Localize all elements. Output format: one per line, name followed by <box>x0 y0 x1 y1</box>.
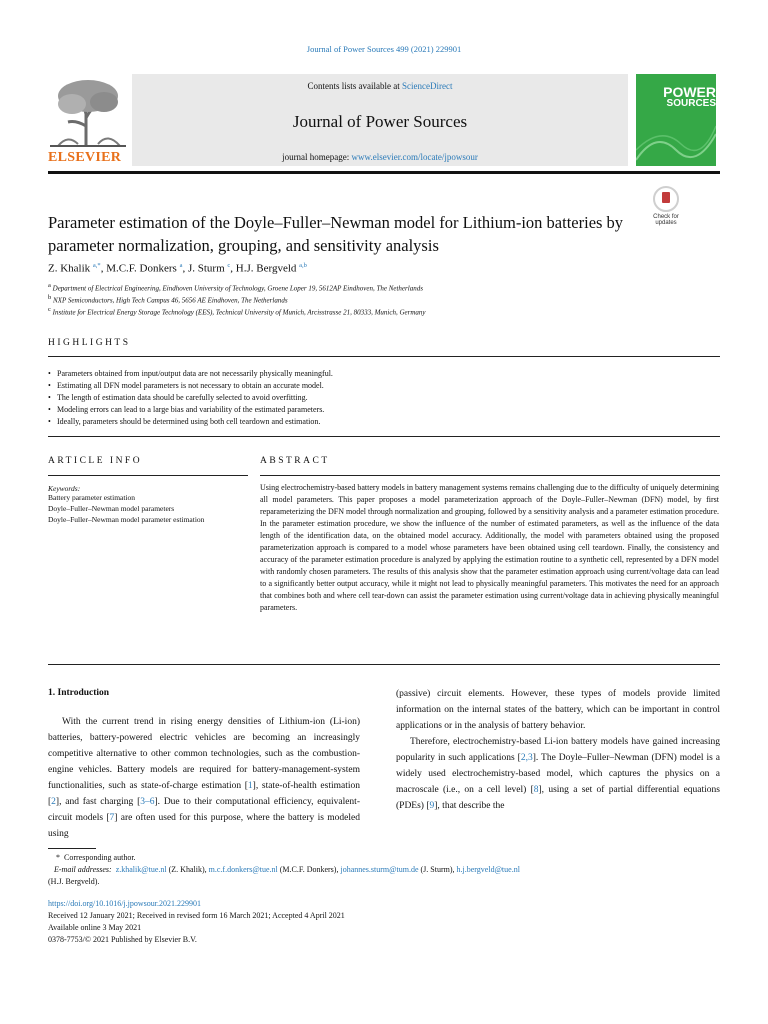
affiliation-marker: a <box>48 282 51 289</box>
copyright-line: 0378-7753/© 2021 Published by Elsevier B.V. <box>48 935 197 944</box>
citation-link[interactable]: 2 <box>51 797 56 807</box>
citation-link[interactable]: 2,3 <box>520 753 533 763</box>
author-affiliation-marker[interactable]: a,b <box>299 262 307 269</box>
affiliation-a <box>48 282 423 292</box>
email-link[interactable]: h.j.bergveld@tue.nl <box>456 865 520 874</box>
citation-link[interactable]: 8 <box>533 785 539 795</box>
section-heading-introduction: 1. Introduction <box>48 688 110 698</box>
journal-reference-link[interactable]: Journal of Power Sources 499 (2021) 229901 <box>306 44 462 54</box>
author-affiliation-marker[interactable]: c <box>227 262 231 269</box>
check-for-updates-badge[interactable] <box>645 186 687 230</box>
citation-link[interactable]: 9 <box>429 801 435 811</box>
footnote-text: Corresponding author. <box>64 853 136 862</box>
intro-text: ], and fast charging [ <box>55 797 141 807</box>
email-owner: (Z. Khalik), <box>166 865 209 874</box>
list-item: • Estimating all DFN model parameters is not necessary to obtain an accurate model. <box>48 380 468 392</box>
intro-text: Therefore, electrochemistry-based Li-ion battery models have gained increasing popularity in such applications [ <box>396 737 720 763</box>
intro-text: ]. Due to their computational efficiency, equivalent-circuit models [ <box>48 797 360 823</box>
email-owner: (J. Sturm), <box>418 865 457 874</box>
intro-text: ] are often used for this purpose, where the battery is modeled using <box>48 813 360 839</box>
homepage-line <box>132 152 628 162</box>
intro-right-paragraph-1: (passive) circuit elements. However, these types of models provide limited information on the internal states of the battery, which can be important in control applications or in the analysis of battery behavior. <box>396 689 720 731</box>
cover-line-2: SOURCES <box>666 98 716 109</box>
list-item: • Ideally, parameters should be determined using both cell teardown and estimation. <box>48 416 468 428</box>
keywords-label: Keywords: <box>48 484 81 493</box>
author-name[interactable]: M.C.F. Donkers <box>106 262 177 275</box>
affiliation-b <box>48 294 288 304</box>
elsevier-wordmark: ELSEVIER <box>48 150 122 165</box>
author-separator: , <box>230 262 236 275</box>
affiliation-text: Department of Electrical Engineering, Eindhoven University of Technology, Groene Loper 19, 5612AP Eindhoven, The Netherlands <box>52 284 423 293</box>
highlights-heading: HIGHLIGHTS <box>48 338 131 348</box>
author-separator: , <box>182 262 188 275</box>
author-name[interactable]: Z. Khalik <box>48 262 91 275</box>
email-addresses <box>48 864 720 888</box>
intro-text: With the current trend in rising energy densities of Lithium-ion (Li-ion) batteries, battery-powered electric vehicles are becoming an increasingly competitive alternative to other common technologies, such as the combustion-engine vehicles. Battery models are required for battery-management-system functionalities, such as state-of-charge estimation [ <box>48 717 360 791</box>
cover-graphic-icon <box>636 120 716 166</box>
received-dates: Received 12 January 2021; Received in revised form 16 March 2021; Accepted 4 April 2021 <box>48 911 345 920</box>
abstract-heading: ABSTRACT <box>260 456 330 466</box>
intro-text: ], using a set of partial differential equations (PDEs) [ <box>396 785 720 811</box>
article-info-rule <box>48 475 248 476</box>
intro-text: ], that describe the <box>434 801 505 811</box>
affiliation-marker: c <box>48 306 51 313</box>
affiliation-c <box>48 306 426 316</box>
email-label: E-mail addresses: <box>54 865 112 874</box>
doi-link[interactable]: https://doi.org/10.1016/j.jpowsour.2021.229901 <box>48 899 201 908</box>
corresponding-author-note <box>56 852 136 864</box>
author-name[interactable]: J. Sturm <box>187 262 225 275</box>
email-link[interactable]: johannes.sturm@tum.de <box>340 865 419 874</box>
check-for-updates-label: Check for updates <box>653 214 679 226</box>
email-owner: (M.C.F. Donkers), <box>277 865 341 874</box>
homepage-link[interactable]: www.elsevier.com/locate/jpowsour <box>351 152 478 162</box>
affiliation-text: NXP Semiconductors, High Tech Campus 46, 5656 AE Eindhoven, The Netherlands <box>53 296 288 305</box>
list-item: • Modeling errors can lead to a large bias and variability of the estimated parameters. <box>48 404 468 416</box>
intro-right-paragraph-2 <box>396 734 720 814</box>
footnote-marker: * <box>56 853 60 862</box>
email-tail: (H.J. Bergveld). <box>48 877 100 886</box>
keyword-item: Battery parameter estimation <box>48 493 136 502</box>
online-date: Available online 3 May 2021 <box>48 923 142 932</box>
header-rule <box>48 171 720 174</box>
email-link[interactable]: m.c.f.donkers@tue.nl <box>208 865 278 874</box>
abstract-rule <box>260 475 720 476</box>
highlights-rule-bottom <box>48 436 720 437</box>
affiliation-marker: b <box>48 294 52 301</box>
journal-title: Journal of Power Sources <box>292 112 468 131</box>
contents-line <box>132 81 628 91</box>
sciencedirect-link[interactable]: ScienceDirect <box>402 81 453 91</box>
elsevier-tree-icon <box>48 74 128 148</box>
cover-title <box>640 86 716 110</box>
author-list <box>48 262 307 275</box>
highlights-list <box>48 368 468 428</box>
cover-line-1: POWER <box>663 84 716 100</box>
footnote-rule <box>48 848 96 849</box>
intro-text: ]. The Doyle–Fuller–Newman (DFN) model is a widely used electrochemistry-based model, which captures the physics on a macroscale (i.e., on a cell level) [ <box>396 753 720 795</box>
author-affiliation-marker[interactable]: a <box>179 262 183 269</box>
article-info-heading: ARTICLE INFO <box>48 456 143 466</box>
author-affiliation-marker[interactable]: a,* <box>92 262 101 269</box>
highlights-rule-top <box>48 356 720 357</box>
abstract-text: Using electrochemistry-based battery models in battery management systems remains challenging due to the difficulty of uniquely determining all model parameters. This paper proposes a model parameterization approach of the Doyle–Fuller–Newman (DFN) model, by first reparameterizing the DFN model through normalization and grouping, followed by a sensitivity analysis and a parameter estimation procedure. In the parameter estimation procedure, we show the influence of the number of estimated parameters, as well as the influence of the data length of the identification data, on the obtained model accuracy. Additionally, the model with parameters obtained using the proposed parameterization approach is compared to a model whose parameters have been obtained using cell teardown. Finally, the consistency and accuracy of the parameter estimation procedure is analyzed by applying the estimation routine to a synthetic cell, represented by a DFN model with randomly chosen parameters. The results of this analysis show that the parameter estimation approach using current/voltage data can lead to a significantly better output accuracy, while it might not lead to physically meaningful parameters. This motivates the need for an approach that combines both and where cell tear-down can assist the parameter estimation using current/voltage data in achieving physically meaningful parameters. <box>260 483 719 612</box>
journal-cover[interactable] <box>636 74 716 166</box>
homepage-prefix: journal homepage: <box>282 152 352 162</box>
intro-left-paragraph <box>48 714 360 842</box>
contents-prefix: Contents lists available at <box>307 81 402 91</box>
citation-link[interactable]: 3–6 <box>140 797 155 807</box>
author-name[interactable]: H.J. Bergveld <box>235 262 297 275</box>
intro-text: ], state-of-health estimation [ <box>48 781 360 807</box>
list-item: • Parameters obtained from input/output data are not necessarily physically meaningful. <box>48 368 468 380</box>
citation-link[interactable]: 7 <box>109 813 115 823</box>
bookmark-icon <box>653 186 679 212</box>
email-link[interactable]: z.khalik@tue.nl <box>115 865 167 874</box>
keywords-list <box>48 492 218 525</box>
list-item: • The length of estimation data should be carefully selected to avoid overfitting. <box>48 392 468 404</box>
citation-link[interactable]: 1 <box>247 781 253 791</box>
paper-title: Parameter estimation of the Doyle–Fuller–Newman model for Lithium-ion batteries by parameter normalization, grouping, and sensitivity analysis <box>48 213 624 255</box>
author-separator: , <box>100 262 107 275</box>
keyword-item: Doyle–Fuller–Newman model parameters <box>48 504 175 513</box>
abstract-rule-bottom <box>48 664 720 665</box>
keyword-item: Doyle–Fuller–Newman model parameter estimation <box>48 515 205 524</box>
affiliation-text: Institute for Electrical Energy Storage Technology (EES), Technical University of Munich, Arcisstrasse 21, 80333, Munich, Germany <box>52 308 426 317</box>
